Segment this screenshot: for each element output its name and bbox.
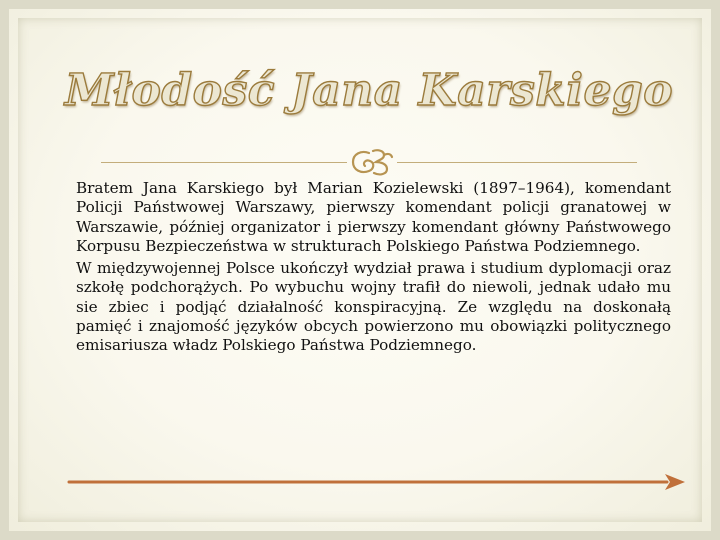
scroll-flourish-icon: [347, 145, 397, 179]
paragraph-education: W międzywojennej Polsce ukończył wydział prawa i studium dyplomacji oraz szkołę podchorążych. Po wybuchu wojny trafił do niewoli, jednak udało mu sie zbiec i podjąć działalność konspiracyjną. Ze względu na doskonałą pamięć i znajomość języków obcych powierzono mu obowiązki politycznego emisariusza władz Polskiego Państwa Podziemnego.: [76, 259, 671, 355]
slide-title: Młodość Jana Karskiego: [64, 65, 674, 116]
title-divider-right: [397, 162, 637, 163]
slide-body: [76, 179, 671, 359]
arrow-right-icon: [67, 472, 689, 492]
title-divider-left: [101, 162, 347, 163]
paragraph-brother: Bratem Jana Karskiego był Marian Kozielewski (1897–1964), komendant Policji Państwowej Warszawy, pierwszy komendant policji granatowej w Warszawie, później organizator i pierwszy komendant główny Państwowego Korpusu Bezpieczeństwa w strukturach Polskiego Państwa Podziemnego.: [76, 179, 671, 255]
